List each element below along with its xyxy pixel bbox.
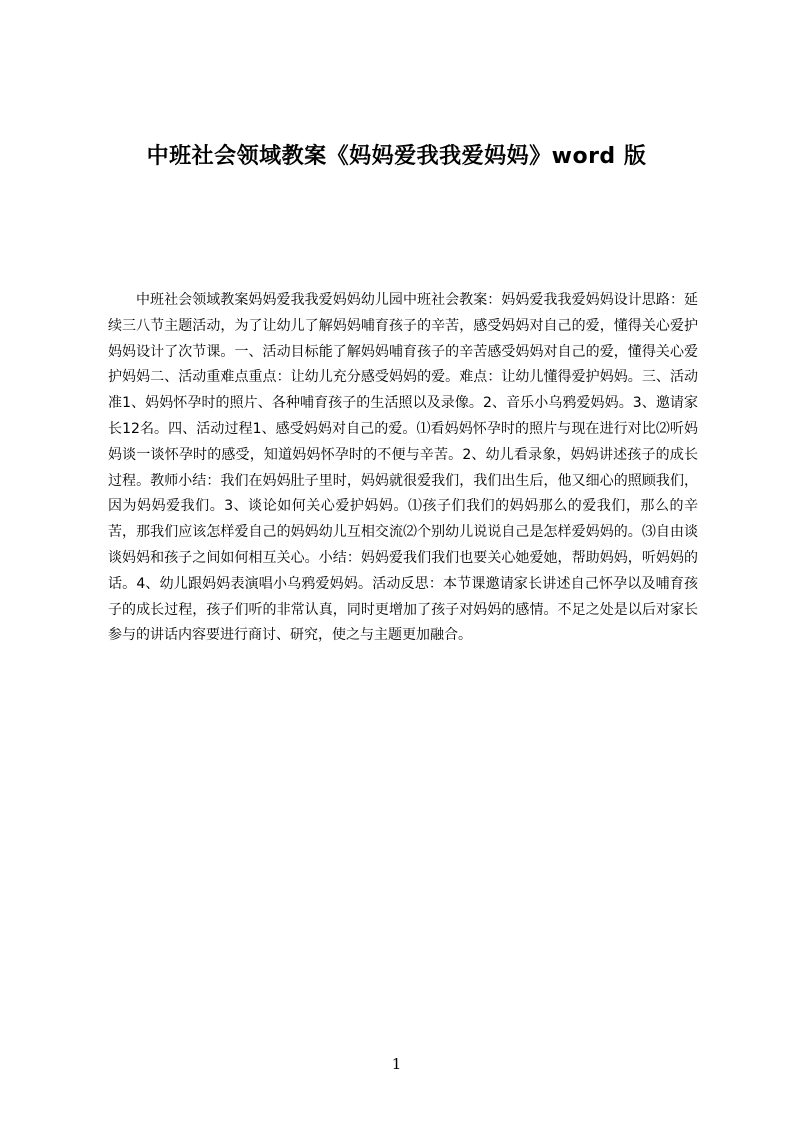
document-body-paragraph: 中班社会领域教案妈妈爱我我爱妈妈幼儿园中班社会教案：妈妈爱我我爱妈妈设计思路：延续三八节主题活动，为了让幼儿了解妈妈哺育孩子的辛苦，感受妈妈对自己的爱，懂得关心爱护妈妈设计了次节课。一、活动目标能了解妈妈哺育孩子的辛苦感受妈妈对自己的爱，懂得关心爱护妈妈二、活动重难点重点：让幼儿充分感受妈妈的爱。难点：让幼儿懂得爱护妈妈。三、活动准1、妈妈怀孕时的照片、各种哺育孩子的生活照以及录像。2、音乐小乌鸦爱妈妈。3、邀请家长12名。四、活动过程1、感受妈妈对自己的爱。⑴看妈妈怀孕时的照片与现在进行对比⑵听妈妈谈一谈怀孕时的感受，知道妈妈怀孕时的不便与辛苦。2、幼儿看录象，妈妈讲述孩子的成长过程。教师小结：我们在妈妈肚子里时，妈妈就很爱我们，我们出生后，他又细心的照顾我们，因为妈妈爱我们。3、谈论如何关心爱护妈妈。⑴孩子们我们的妈妈那么的爱我们，那么的辛苦，那我们应该怎样爱自己的妈妈幼儿互相交流⑵个别幼儿说说自己是怎样爱妈妈的。⑶自由谈谈妈妈和孩子之间如何相互关心。小结：妈妈爱我们我们也要关心她爱她，帮助妈妈，听妈妈的话。4、幼儿跟妈妈表演唱小乌鸦爱妈妈。活动反思：本节课邀请家长讲述自己怀孕以及哺育孩子的成长过程，孩子们听的非常认真，同时更增加了孩子对妈妈的感情。不足之处是以后对家长参与的讲话内容要进行商讨、研究，使之与主题更加融合。 [108, 292, 698, 644]
document-title: 中班社会领域教案《妈妈爱我我爱妈妈》word 版 [146, 144, 647, 169]
page-number: 1 [391, 1055, 402, 1073]
